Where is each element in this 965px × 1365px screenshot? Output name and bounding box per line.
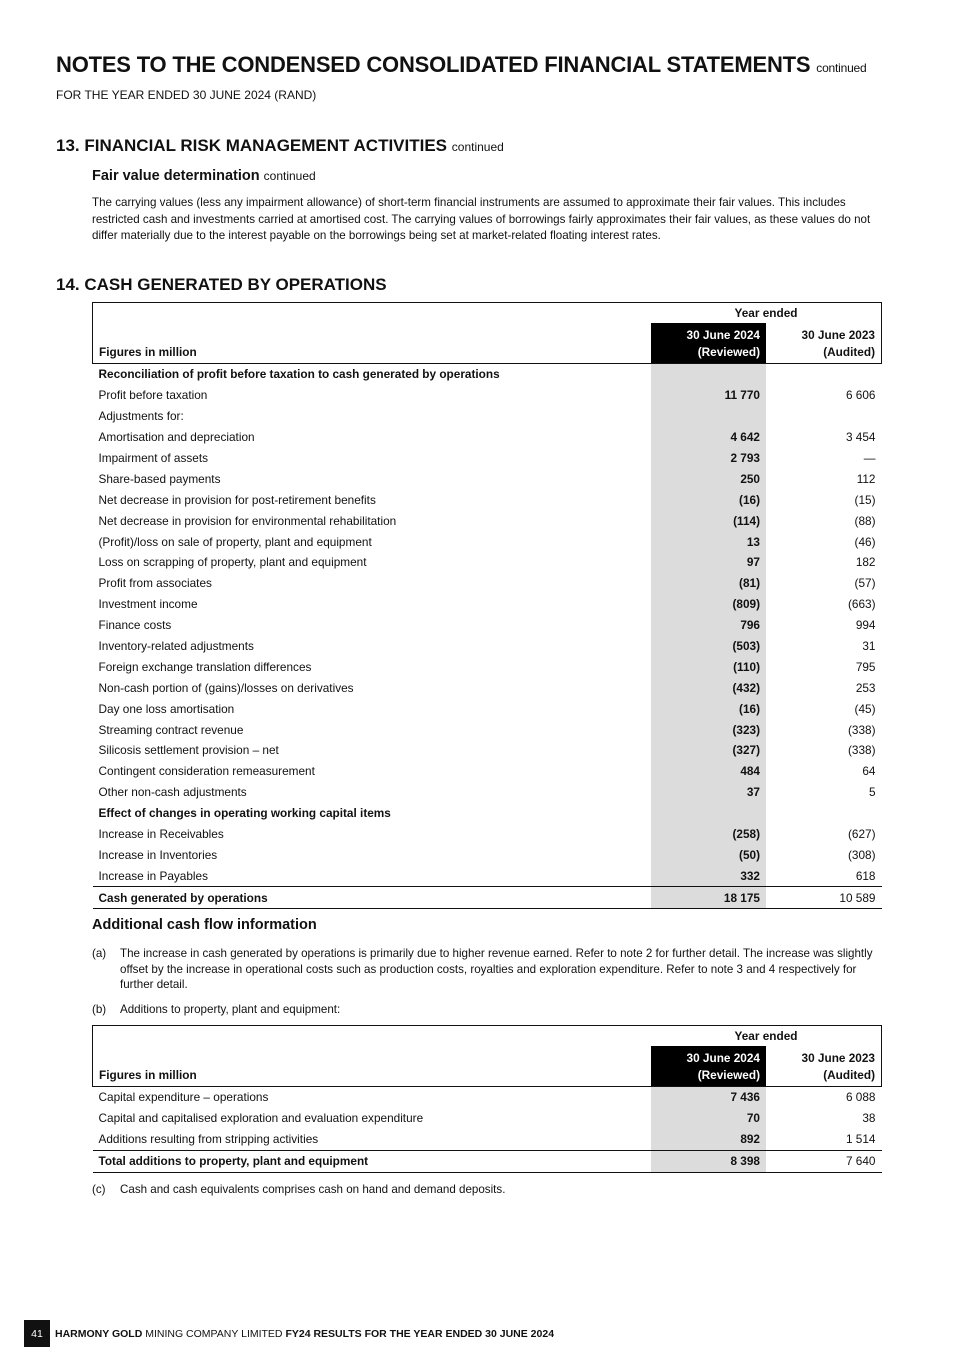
value-2024: 796 <box>651 615 766 636</box>
row-label: Contingent consideration remeasurement <box>98 764 315 779</box>
row-label: Amortisation and depreciation <box>98 430 255 445</box>
fair-value-continued: continued <box>263 169 316 183</box>
value-2024: (16) <box>651 698 766 719</box>
value-2023: (627) <box>847 827 876 842</box>
footer-company-rest: MINING COMPANY LIMITED <box>142 1327 286 1340</box>
value-2023: 994 <box>855 618 876 633</box>
row-label: Other non-cash adjustments <box>98 785 247 800</box>
value-2024: 11 770 <box>651 385 766 406</box>
value-2023: 3 454 <box>845 430 876 445</box>
value-2024: (50) <box>651 844 766 865</box>
note-c <box>92 1182 878 1198</box>
row-label: Reconciliation of profit before taxation to cash generated by operations <box>98 367 500 382</box>
page-title-text: NOTES TO THE CONDENSED CONSOLIDATED FINANCIAL STATEMENTS <box>56 52 811 77</box>
row-label: Increase in Receivables <box>98 827 224 842</box>
row-label: Foreign exchange translation differences <box>98 659 312 674</box>
table-header-row <box>93 1046 882 1087</box>
table-row <box>93 761 882 782</box>
table-row <box>93 615 882 636</box>
col-2024-line1: 30 June 2024 <box>686 1051 760 1065</box>
page-number: 41 <box>24 1320 50 1347</box>
table-row <box>93 573 882 594</box>
row-label: Profit from associates <box>98 576 212 591</box>
table-row <box>93 448 882 469</box>
value-2023: (88) <box>854 513 876 528</box>
row-label: Finance costs <box>98 618 172 633</box>
value-2023: 6 606 <box>845 388 876 403</box>
col-2024-line2: (Reviewed) <box>697 345 760 359</box>
value-2024: 892 <box>651 1129 766 1150</box>
value-2023: (663) <box>847 597 876 612</box>
row-label: Increase in Inventories <box>98 847 218 862</box>
value-2023: (15) <box>854 492 876 507</box>
page-title-continued: continued <box>816 61 867 75</box>
value-2024: 484 <box>651 761 766 782</box>
table-row <box>93 782 882 803</box>
section-13-title: 13. FINANCIAL RISK MANAGEMENT ACTIVITIES <box>56 136 448 155</box>
value-2023: 795 <box>855 659 876 674</box>
note-c-text: Cash and cash equivalents comprises cash on hand and demand deposits. <box>120 1183 506 1196</box>
col-2023-header <box>766 1046 882 1087</box>
value-2023: 182 <box>855 555 876 570</box>
total-label: Total additions to property, plant and equipment <box>93 1150 652 1172</box>
ppe-additions-table <box>92 1025 882 1173</box>
table-header-row <box>93 323 882 364</box>
table-row <box>93 427 882 448</box>
value-2024 <box>651 803 766 824</box>
col-2024-header <box>651 1046 766 1087</box>
row-label: Day one loss amortisation <box>98 701 235 716</box>
value-2023: 6 088 <box>845 1090 876 1105</box>
value-2023: 1 514 <box>845 1132 876 1147</box>
value-2024: 70 <box>651 1108 766 1129</box>
value-2024: 250 <box>651 468 766 489</box>
row-label: Non-cash portion of (gains)/losses on derivatives <box>98 680 354 695</box>
value-2023: (46) <box>854 534 876 549</box>
value-2023: 38 <box>862 1111 876 1126</box>
empty-header-cell <box>93 1026 652 1047</box>
value-2024: 4 642 <box>651 427 766 448</box>
value-2023: 618 <box>855 868 876 883</box>
page-subtitle: FOR THE YEAR ENDED 30 JUNE 2024 (RAND) <box>56 88 317 102</box>
table-row <box>93 844 882 865</box>
page-footer <box>24 1320 554 1347</box>
col-2023-line1: 30 June 2023 <box>801 328 875 342</box>
row-label: Net decrease in provision for post-retirement benefits <box>98 492 376 507</box>
value-2024: (432) <box>651 677 766 698</box>
value-2024 <box>651 406 766 427</box>
value-2023 <box>766 803 882 824</box>
row-label: Effect of changes in operating working capital items <box>98 806 391 821</box>
table-year-ended-row <box>93 1026 882 1047</box>
table-row <box>93 803 882 824</box>
page-title <box>56 52 867 78</box>
table-row <box>93 740 882 761</box>
value-2023: 31 <box>862 639 876 654</box>
value-2024: 13 <box>651 531 766 552</box>
table-total-row <box>93 1150 882 1172</box>
fair-value-paragraph: The carrying values (less any impairment allowance) of short-term financial instruments are assumed to approximate their fair values. This includes restricted cash and investments carried at amortised cost. The carrying values of borrowings fairly approximates their fair values, as these values do not differ materially due to the interest payable on the borrowings being set at market-related floating interest rates. <box>92 196 871 242</box>
note-c-label: (c) <box>92 1183 106 1196</box>
table-row <box>93 385 882 406</box>
value-2024: 97 <box>651 552 766 573</box>
value-2024: (114) <box>651 510 766 531</box>
row-label: Profit before taxation <box>98 388 208 403</box>
table-row <box>93 510 882 531</box>
value-2023: (308) <box>847 847 876 862</box>
value-2023: (338) <box>847 722 876 737</box>
table-row <box>93 636 882 657</box>
table-row <box>93 468 882 489</box>
note-b-label: (b) <box>92 1003 107 1016</box>
table-body <box>93 1087 882 1151</box>
row-label: Investment income <box>98 597 198 612</box>
value-2023: — <box>863 451 876 465</box>
table-row <box>93 656 882 677</box>
note-a-label: (a) <box>92 947 107 960</box>
value-2024: (258) <box>651 824 766 845</box>
value-2024: (809) <box>651 594 766 615</box>
year-ended-label: Year ended <box>651 303 882 324</box>
table-row <box>93 719 882 740</box>
value-2023: 112 <box>856 471 876 486</box>
total-2023: 7 640 <box>766 1150 882 1172</box>
note-b-text: Additions to property, plant and equipment: <box>120 1003 341 1016</box>
row-label: (Profit)/loss on sale of property, plant and equipment <box>98 534 372 549</box>
row-label: Impairment of assets <box>98 451 208 465</box>
value-2024: (81) <box>651 573 766 594</box>
value-2023: (57) <box>854 576 876 591</box>
total-2023: 10 589 <box>766 887 882 909</box>
col-2023-line2: (Audited) <box>823 345 875 359</box>
value-2024: (16) <box>651 489 766 510</box>
year-ended-label: Year ended <box>651 1026 882 1047</box>
fair-value-title: Fair value determination <box>92 168 260 184</box>
table-row <box>93 1108 882 1129</box>
row-label: Increase in Payables <box>98 868 209 883</box>
value-2023: 253 <box>855 680 876 695</box>
table-row <box>93 531 882 552</box>
row-label: Share-based payments <box>98 471 221 486</box>
col-2024-header <box>651 323 766 364</box>
col-2023-line1: 30 June 2023 <box>801 1051 875 1065</box>
col-2024-line1: 30 June 2024 <box>686 328 760 342</box>
value-2023 <box>766 406 882 427</box>
value-2023: (45) <box>854 701 876 716</box>
figures-in-million-label: Figures in million <box>93 1046 652 1087</box>
total-2024: 8 398 <box>651 1150 766 1172</box>
table-total-row <box>93 887 882 909</box>
row-label: Silicosis settlement provision – net <box>98 743 279 758</box>
col-2023-header <box>766 323 882 364</box>
row-label: Capital expenditure – operations <box>98 1090 269 1105</box>
table-row <box>93 1087 882 1108</box>
cash-generated-table <box>92 302 882 909</box>
section-14-heading: 14. CASH GENERATED BY OPERATIONS <box>56 275 387 294</box>
row-label: Capital and capitalised exploration and evaluation expenditure <box>98 1111 424 1126</box>
row-label: Additions resulting from stripping activities <box>98 1132 319 1147</box>
empty-header-cell <box>93 303 652 324</box>
table-year-ended-row <box>93 303 882 324</box>
value-2024: 332 <box>651 865 766 886</box>
row-label: Loss on scrapping of property, plant and equipment <box>98 555 367 570</box>
footer-report-title: FY24 RESULTS FOR THE YEAR ENDED 30 JUNE 2024 <box>285 1327 555 1340</box>
table-row <box>93 698 882 719</box>
value-2024: (323) <box>651 719 766 740</box>
col-2024-line2: (Reviewed) <box>697 1068 760 1082</box>
table-row <box>93 406 882 427</box>
value-2023: 64 <box>862 764 876 779</box>
value-2023: (338) <box>847 743 876 758</box>
value-2024: (503) <box>651 636 766 657</box>
section-13-heading <box>56 136 504 156</box>
total-2024: 18 175 <box>651 887 766 909</box>
figures-in-million-label: Figures in million <box>93 323 652 364</box>
table-row <box>93 489 882 510</box>
fair-value-heading <box>92 168 316 184</box>
table-row <box>93 552 882 573</box>
table-row <box>93 364 882 385</box>
table-row <box>93 865 882 886</box>
value-2024: 37 <box>651 782 766 803</box>
total-label: Cash generated by operations <box>93 887 652 909</box>
row-label: Inventory-related adjustments <box>98 639 254 654</box>
row-label: Adjustments for: <box>98 409 184 424</box>
value-2023 <box>766 364 882 385</box>
value-2024: (110) <box>651 656 766 677</box>
row-label: Net decrease in provision for environmental rehabilitation <box>98 513 397 528</box>
table-row <box>93 594 882 615</box>
table-body <box>93 364 882 887</box>
col-2023-line2: (Audited) <box>823 1068 875 1082</box>
footer-company-bold: HARMONY GOLD <box>55 1327 143 1340</box>
table-row <box>93 677 882 698</box>
note-b <box>92 1002 878 1018</box>
additional-cash-flow-heading: Additional cash flow information <box>92 917 317 933</box>
table-row <box>93 824 882 845</box>
note-a-text: The increase in cash generated by operations is primarily due to higher revenue earned. Refer to note 2 for further detail. The increase was slightly offset by the increase in operational costs such as production costs, royalties and exploration expenditure. Refer to note 3 and 4 respectively for further detail. <box>120 947 873 991</box>
value-2024: 2 793 <box>651 448 766 469</box>
section-13-continued: continued <box>451 140 504 154</box>
value-2024: 7 436 <box>651 1087 766 1108</box>
row-label: Streaming contract revenue <box>98 722 244 737</box>
value-2024: (327) <box>651 740 766 761</box>
table-row <box>93 1129 882 1150</box>
note-a <box>92 946 878 993</box>
value-2024 <box>651 364 766 385</box>
value-2023: 5 <box>868 785 876 800</box>
